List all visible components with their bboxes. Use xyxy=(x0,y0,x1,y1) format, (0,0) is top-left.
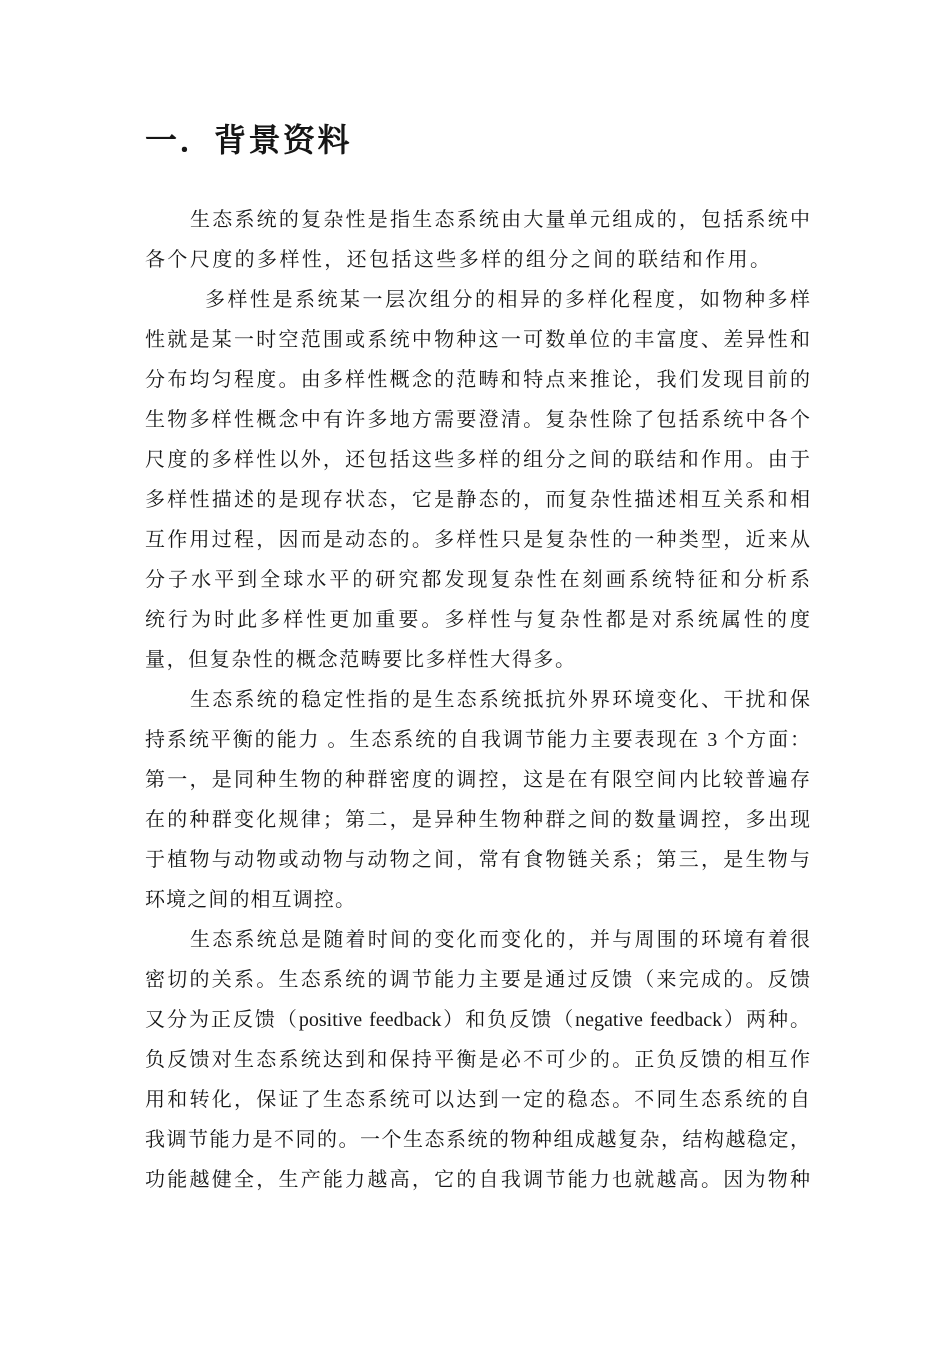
paragraph-4-line-2: 密切的关系。生态系统的调节能力主要是通过反馈（来完成的。反馈 xyxy=(145,969,810,991)
paragraph-3-line-6: 环境之间的相互调控。 xyxy=(145,889,355,911)
paragraph-3-line-2: 持系统平衡的能力 。生态系统的自我调节能力主要表现在 3 个方面： xyxy=(145,729,810,751)
paragraph-2-line-3: 分布均匀程度。由多样性概念的范畴和特点来推论，我们发现目前的 xyxy=(145,369,810,391)
paragraph-2-line-7: 互作用过程，因而是动态的。多样性只是复杂性的一种类型，近来从 xyxy=(145,529,810,551)
paragraph-3-line-3: 第一，是同种生物的种群密度的调控，这是在有限空间内比较普遍存 xyxy=(145,769,810,791)
paragraph-2-line-1: 多样性是系统某一层次组分的相异的多样化程度，如物种多样 xyxy=(205,289,810,311)
paragraph-4-line-4: 负反馈对生态系统达到和保持平衡是必不可少的。正负反馈的相互作 xyxy=(145,1049,810,1071)
paragraph-2-line-2: 性就是某一时空范围或系统中物种这一可数单位的丰富度、差异性和 xyxy=(145,329,810,351)
body-text xyxy=(145,200,810,1200)
paragraph-2 xyxy=(145,280,810,680)
paragraph-1-line-2: 各个尺度的多样性，还包括这些多样的组分之间的联结和作用。 xyxy=(145,249,770,271)
paragraph-4-line-7: 功能越健全，生产能力越高，它的自我调节能力也就越高。因为物种 xyxy=(145,1169,810,1191)
paragraph-2-line-5: 尺度的多样性以外，还包括这些多样的组分之间的联结和作用。由于 xyxy=(145,449,810,471)
section-heading: 一．背景资料 xyxy=(145,122,353,158)
paragraph-2-line-9: 统行为时此多样性更加重要。多样性与复杂性都是对系统属性的度 xyxy=(145,609,810,631)
paragraph-2-line-4: 生物多样性概念中有许多地方需要澄清。复杂性除了包括系统中各个 xyxy=(145,409,810,431)
paragraph-4-line-1: 生态系统总是随着时间的变化而变化的，并与周围的环境有着很 xyxy=(190,929,810,951)
paragraph-4-line-6: 我调节能力是不同的。一个生态系统的物种组成越复杂，结构越稳定， xyxy=(145,1129,810,1151)
paragraph-1-line-1: 生态系统的复杂性是指生态系统由大量单元组成的，包括系统中 xyxy=(190,209,810,231)
paragraph-3 xyxy=(145,680,810,920)
paragraph-1 xyxy=(145,200,810,280)
paragraph-3-line-5: 于植物与动物或动物与动物之间，常有食物链关系；第三，是生物与 xyxy=(145,849,810,871)
paragraph-4-line-5: 用和转化，保证了生态系统可以达到一定的稳态。不同生态系统的自 xyxy=(145,1089,810,1111)
paragraph-2-line-8: 分子水平到全球水平的研究都发现复杂性在刻画系统特征和分析系 xyxy=(145,569,810,591)
paragraph-3-line-4: 在的种群变化规律；第二，是异种生物种群之间的数量调控，多出现 xyxy=(145,809,810,831)
paragraph-3-line-1: 生态系统的稳定性指的是生态系统抵抗外界环境变化、干扰和保 xyxy=(190,689,810,711)
paragraph-4-line-3: 又分为正反馈（positive feedback）和负反馈（negative feedback）两种。 xyxy=(145,1009,810,1031)
paragraph-4 xyxy=(145,920,810,1200)
paragraph-2-line-6: 多样性描述的是现存状态，它是静态的，而复杂性描述相互关系和相 xyxy=(145,489,810,511)
paragraph-2-line-10: 量，但复杂性的概念范畴要比多样性大得多。 xyxy=(145,649,575,671)
